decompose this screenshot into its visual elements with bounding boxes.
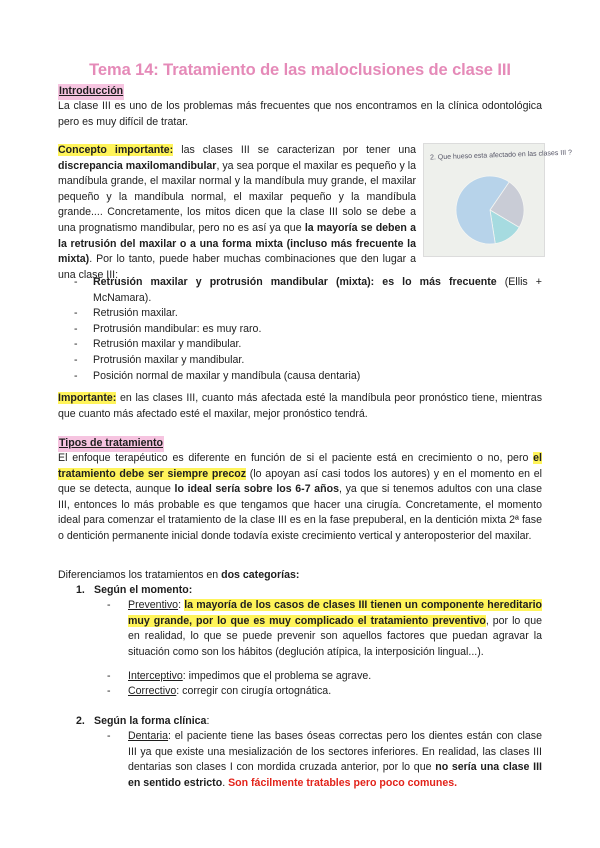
diferenciamos-line: Diferenciamos los tratamientos en dos categorías: (58, 569, 300, 581)
category-1-label: Según el momento: (94, 584, 193, 596)
concepto-label: Concepto importante: (58, 144, 174, 156)
list-item: - Retrusión maxilar. (72, 306, 542, 322)
dentaria-item: - Dentaria: el paciente tiene las bases óseas correctas pero los dientes están con clase III ya que existe una mesialización de los sectores inferiores. En realidad, las clases III dentarias son clases I con mordida cruzada anterior, por lo que no sería una clase III en sentido estricto. Son fácilmente tratables pero poco comunes. (107, 730, 542, 789)
list-item: - Posición normal de maxilar y mandíbula (causa dentaria) (72, 369, 542, 385)
section-heading-tipos: Tipos de tratamiento (58, 436, 164, 452)
list-item: - Retrusión maxilar y mandibular. (72, 337, 542, 353)
interceptivo-item: - Interceptivo: impedimos que el problema se agrave. (107, 670, 372, 682)
category-2-label: Según la forma clínica: (94, 715, 210, 727)
concepto-paragraph: Concepto importante: las clases III se caracterizan por tener una discrepancia maxilomandibular, ya sea porque el maxilar es pequeño y la mandíbula grande, el maxilar normal y la mandíbula muy grande, el maxilar pequeño y la mandíbula normal, el maxilar pequeño y la mandíbula grande.... Concretamente, los mitos dicen que la clase III solo se debe a una prognatismo mandibular, pero no es así ya que la mayoría se deben a la retrusión del maxilar o a una forma mixta (incluso más frecuente la mixta). Por lo tanto, puede haber muchas combinaciones que den lugar a una clase III: (58, 144, 417, 281)
list-item: - Retrusión maxilar y protrusión mandibular (mixta): es lo más frecuente (Ellis + McNamara). (72, 275, 542, 306)
category-2-number: 2. (76, 715, 85, 727)
list-item: - Protrusión mandibular: es muy raro. (72, 322, 542, 338)
intro-paragraph: La clase III es uno de los problemas más frecuentes que nos encontramos en la clínica odontológica pero es muy difícil de tratar. (58, 100, 542, 128)
importante-paragraph: Importante: en las clases III, cuanto más afectada esté la mandíbula peor pronóstico tiene, mientras que cuanto más afectado esté el maxilar, mejor pronóstico tendrá. (58, 392, 542, 420)
preventivo-item: - Preventivo: la mayoría de los casos de clases III tienen un componente hereditario muy grande, por lo que es muy complicado el tratamiento preventivo, por lo que en realidad, lo que se puede prevenir son aquellos factores que puedan agravar la situación como son los hábitos (deglución atípica, la interposición lingual...). (107, 599, 542, 658)
pie-chart (424, 144, 544, 256)
combinations-list (72, 275, 542, 384)
page-title: Tema 14: Tratamiento de las maloclusiones de clase III (89, 61, 511, 79)
list-item: - Protrusión maxilar y mandibular. (72, 353, 542, 369)
importante-label: Importante: (58, 392, 117, 404)
category-1-number: 1. (76, 584, 85, 596)
slide-caption: 2. Que hueso esta afectado en las clases III ? (429, 149, 573, 162)
slide-photo (423, 143, 573, 257)
correctivo-item: - Correctivo: corregir con cirugía ortognática. (107, 685, 332, 697)
tipos-paragraph: El enfoque terapéutico es diferente en función de si el paciente está en crecimiento o no, pero el tratamiento debe ser siempre precoz (lo apoyan así casi todos los autores) y en el momento en el que se detecta, aunque lo ideal sería sobre los 6-7 años, ya que si tenemos adultos con una clase III, entonces lo más probable es que tengamos que hacer una cirugía. Concretamente, el momento ideal para comenzar el tratamiento de la clase III es en la fase prepuberal, en la dentición mixta 2ª fase o dentición permanente inicial donde todavía existe crecimiento vertical y anteroposterior del maxilar. (58, 452, 542, 542)
section-heading-introduccion: Introducción (58, 84, 124, 100)
